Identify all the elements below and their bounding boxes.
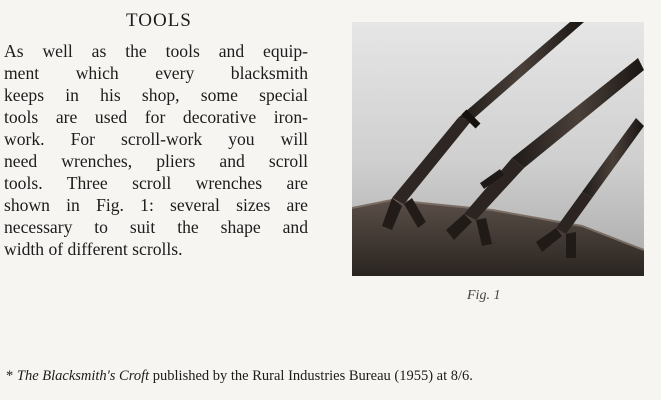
footnote — [6, 368, 473, 385]
paragraph-line: tools are used for decorative iron- — [4, 107, 308, 127]
body-paragraph — [4, 40, 308, 260]
paragraph-line: tools. Three scroll wrenches are — [4, 173, 308, 193]
footnote-book-title: The Blacksmith's Croft — [16, 368, 150, 384]
paragraph-line: ment which every blacksmith — [4, 63, 308, 83]
footnote-marker: * — [6, 368, 14, 384]
paragraph-line: width of different scrolls. — [4, 239, 183, 259]
paragraph-line: keeps in his shop, some special — [4, 85, 308, 105]
paragraph-line: necessary to suit the shape and — [4, 217, 308, 237]
figure-caption: Fig. 1 — [467, 288, 501, 303]
footnote-text: published by the Rural Industries Bureau (1955) at 8/6. — [152, 368, 473, 384]
paragraph-line: shown in Fig. 1: several sizes are — [4, 195, 308, 215]
paragraph-line: need wrenches, pliers and scroll — [4, 151, 308, 171]
scroll-wrenches-photo — [352, 22, 644, 276]
paragraph-line: work. For scroll-work you will — [4, 129, 308, 149]
paragraph-line: As well as the tools and equip- — [4, 41, 308, 61]
section-heading: TOOLS — [126, 10, 192, 31]
